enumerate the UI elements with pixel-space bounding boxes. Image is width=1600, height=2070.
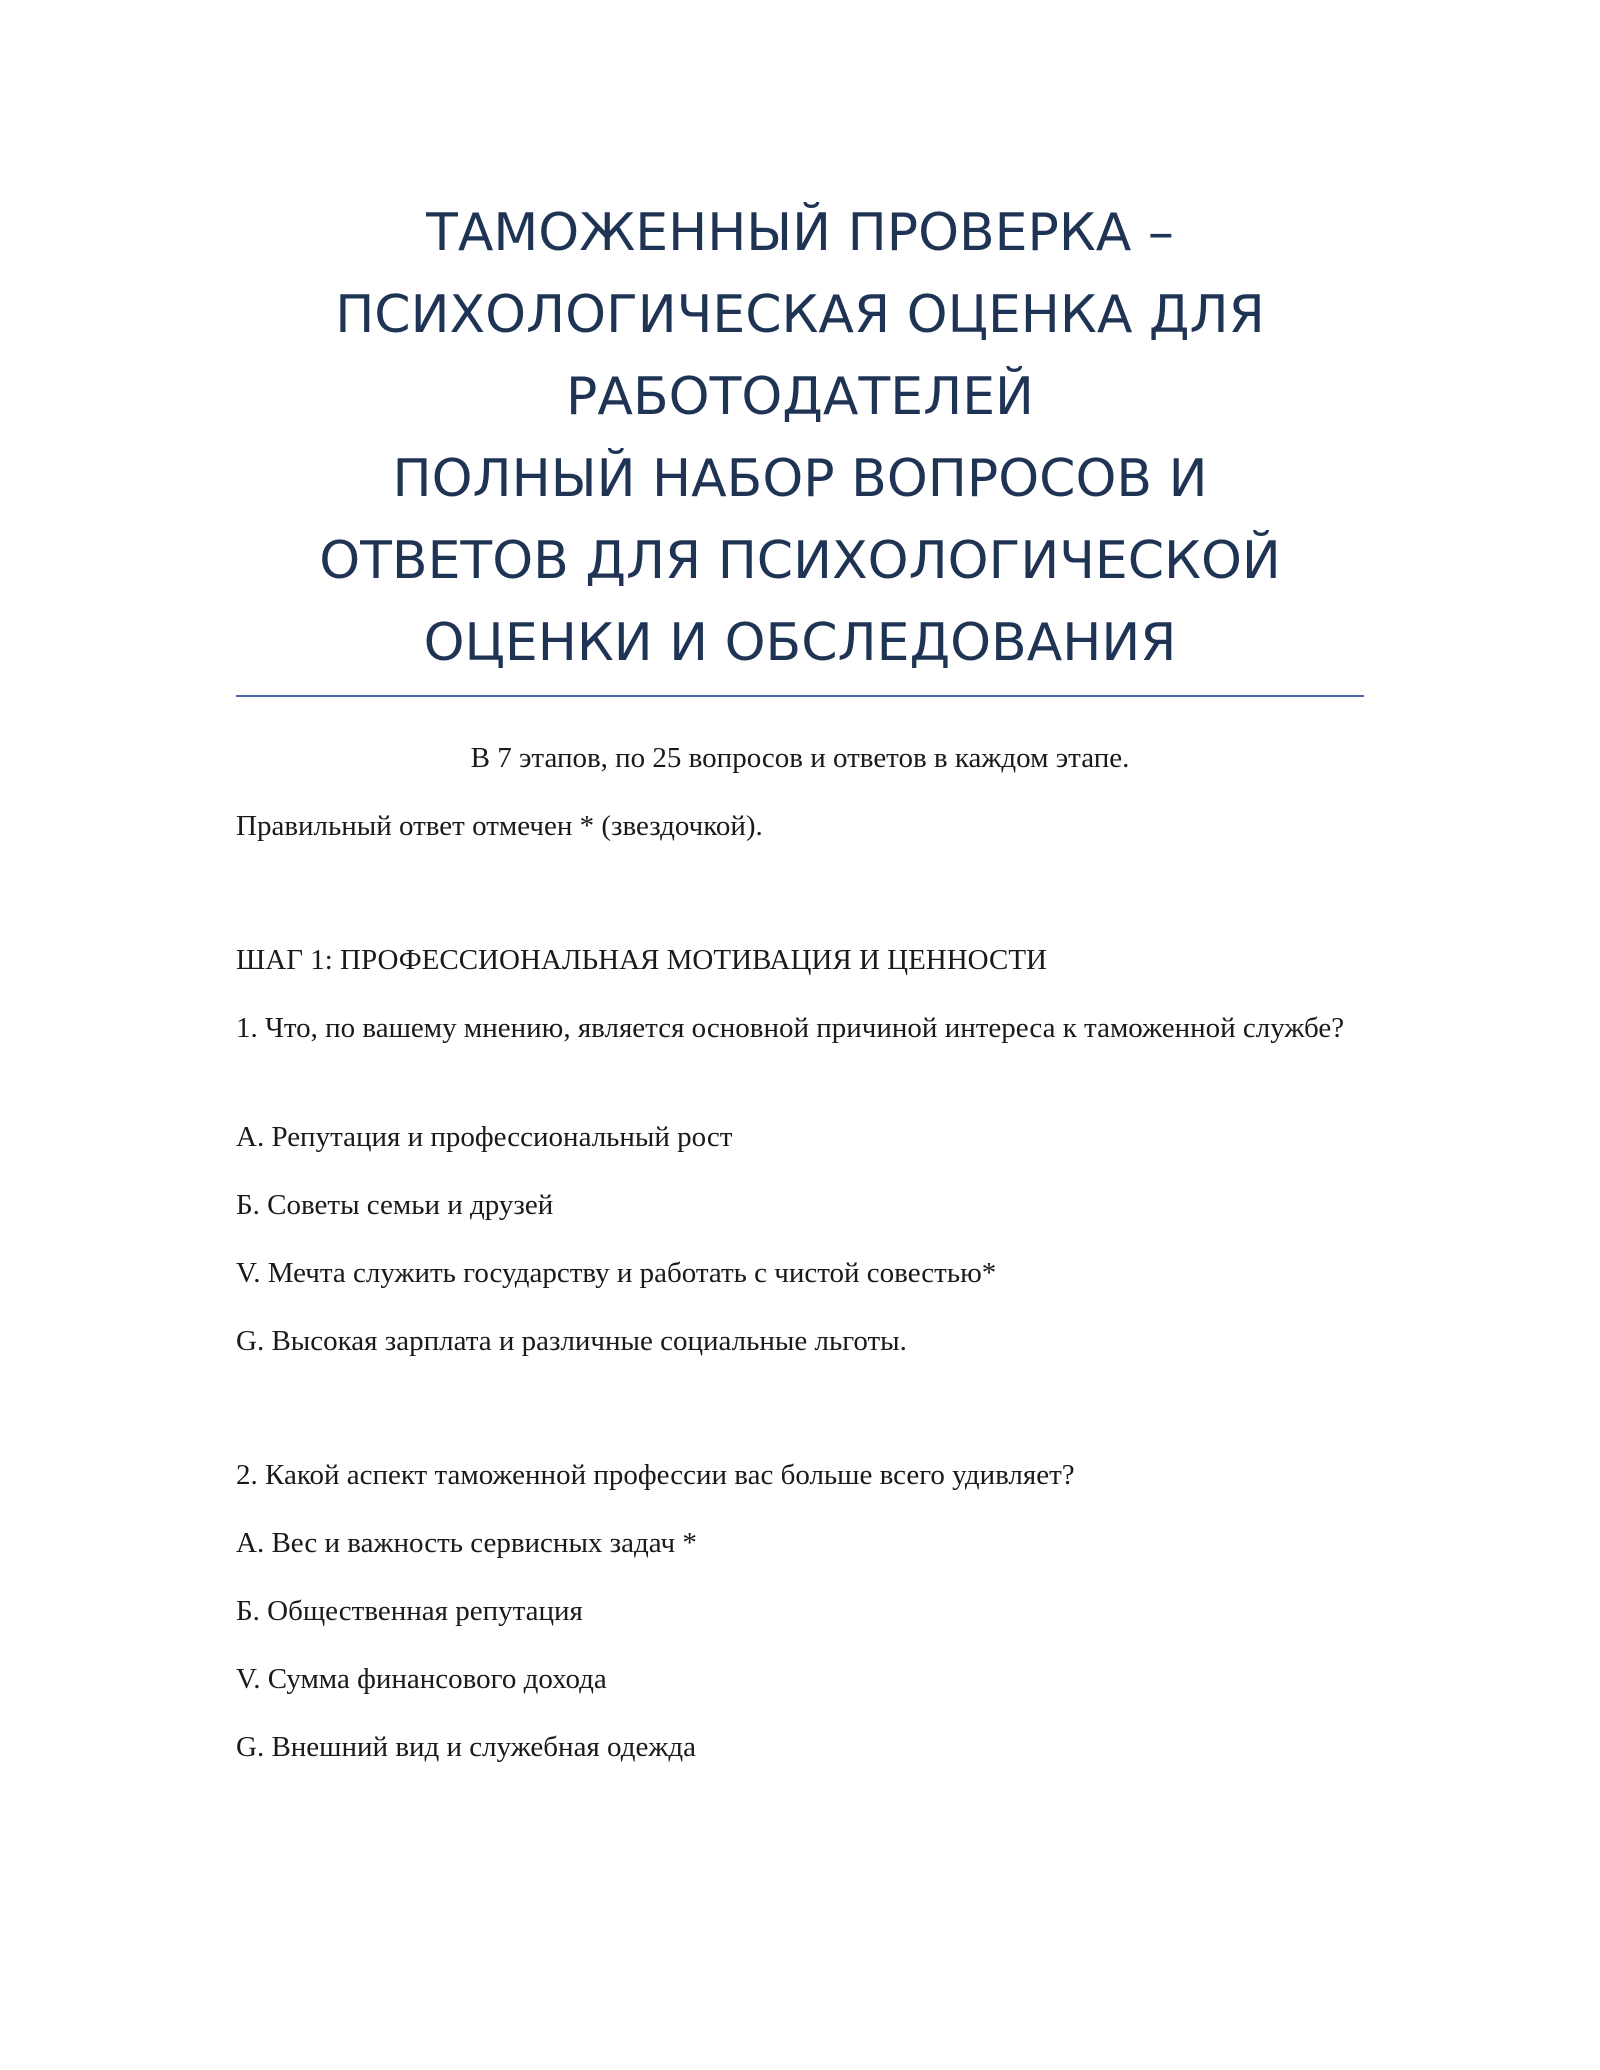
intro-text: В 7 этапов, по 25 вопросов и ответов в каждом этапе. xyxy=(470,742,1130,774)
question-1-option-b: Б. Советы семьи и друзей xyxy=(236,1189,554,1221)
answer-note: Правильный ответ отмечен * (звездочкой). xyxy=(236,810,763,842)
question-2-option-a: A. Вес и важность сервисных задач * xyxy=(236,1527,697,1559)
title-line: ОТВЕТОВ ДЛЯ ПСИХОЛОГИЧЕСКОЙ xyxy=(319,531,1281,591)
question-2-option-v: V. Сумма финансового дохода xyxy=(236,1663,607,1695)
title-line: ОЦЕНКИ И ОБСЛЕДОВАНИЯ xyxy=(423,613,1177,673)
question-2-option-b: Б. Общественная репутация xyxy=(236,1595,583,1627)
question-1-option-a: A. Репутация и профессиональный рост xyxy=(236,1121,733,1153)
title-line: ТАМОЖЕННЫЙ ПРОВЕРКА – xyxy=(426,203,1174,263)
title-line: ПОЛНЫЙ НАБОР ВОПРОСОВ И xyxy=(392,449,1208,509)
question-2-option-g: G. Внешний вид и служебная одежда xyxy=(236,1731,696,1763)
question-1-text: 1. Что, по вашему мнению, является основной причиной интереса к таможенной службе? xyxy=(236,1012,1345,1044)
question-1-option-g: G. Высокая зарплата и различные социальные льготы. xyxy=(236,1325,907,1357)
step-heading: ШАГ 1: ПРОФЕССИОНАЛЬНАЯ МОТИВАЦИЯ И ЦЕННОСТИ xyxy=(236,944,1047,976)
title-line: РАБОТОДАТЕЛЕЙ xyxy=(566,367,1034,427)
title-line: ПСИХОЛОГИЧЕСКАЯ ОЦЕНКА ДЛЯ xyxy=(335,285,1265,345)
document-title xyxy=(236,192,1364,684)
question-2-text: 2. Какой аспект таможенной профессии вас больше всего удивляет? xyxy=(236,1459,1075,1491)
question-1-option-v: V. Мечта служить государству и работать с чистой совестью* xyxy=(236,1257,997,1289)
title-underline-divider xyxy=(236,695,1364,697)
